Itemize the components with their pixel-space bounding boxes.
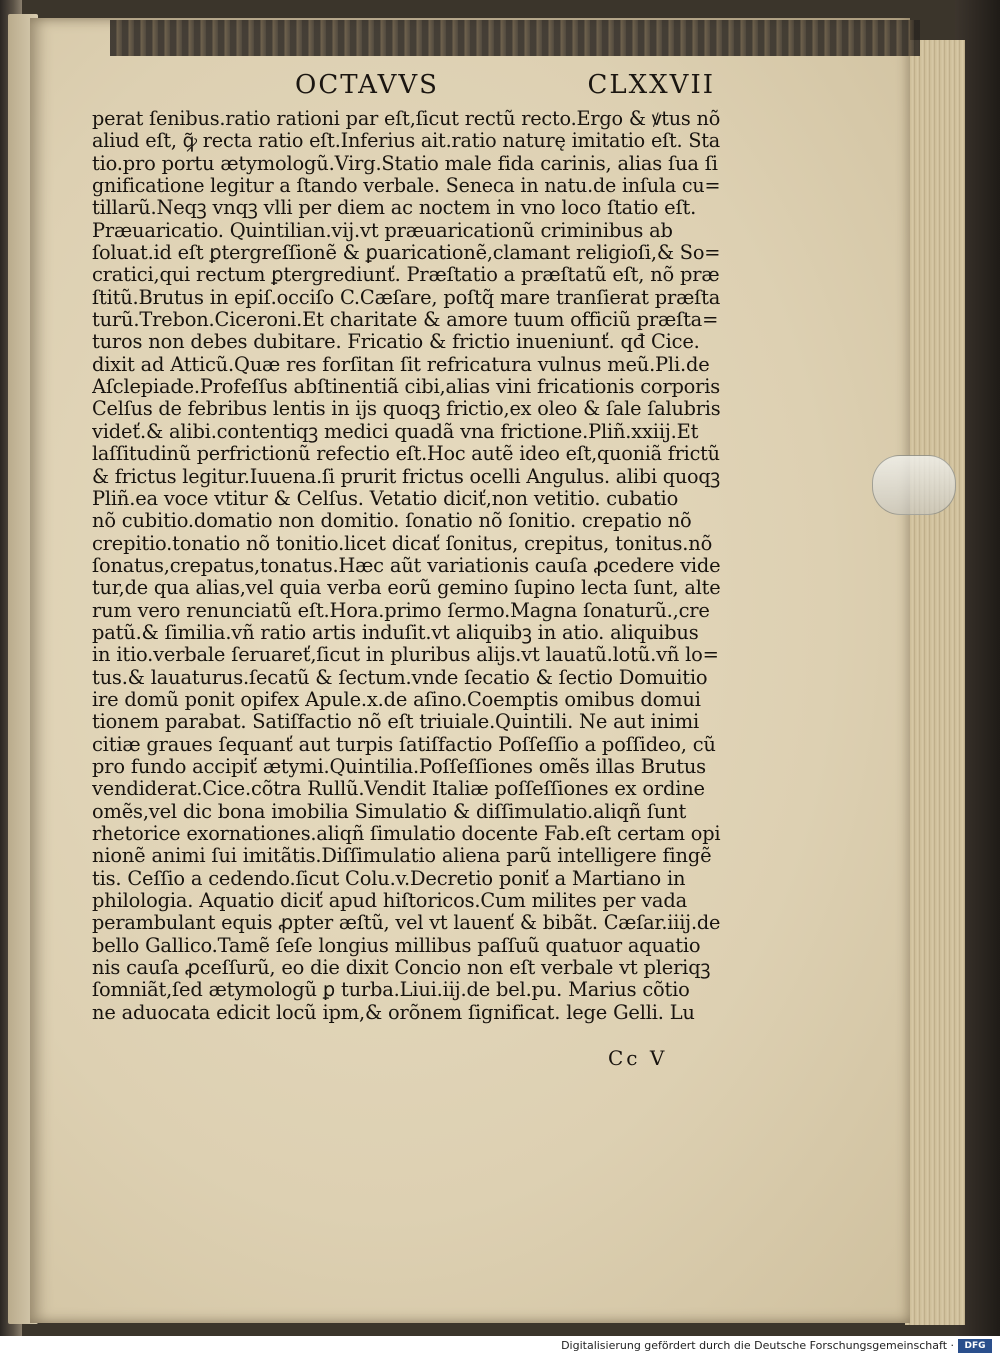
- text-line: Præuaricatio. Quintilian.vij.vt præuaricationũ criminibus ab: [92, 218, 673, 242]
- text-line: nõ cubitio.domatio non domitio. ſonatio nõ ſonitio. crepatio nõ: [92, 509, 692, 533]
- text-line: tillarũ.Neqꝫ vnqꝫ vlli per diem ac noctem in vno loco ſtatio eſt.: [92, 196, 697, 220]
- funding-notice: Digitalisierung gefördert durch die Deutsche Forschungsgemeinschaft ·: [561, 1339, 954, 1352]
- signature-mark: Cc V: [608, 1046, 668, 1070]
- text-line: Celſus de febribus lentis in ijs quoqꝫ frictio,ex oleo & ſale ſalubris: [92, 397, 721, 421]
- text-line: bello Gallico.Tamẽ ſeſe longius millibus paſſuũ quatuor aquatio: [92, 933, 701, 957]
- text-line: aliud eſt, ꝙ̃ recta ratio eſt.Inferius ait.ratio naturę imitatio eſt. Sta: [92, 129, 721, 153]
- text-line: pro fundo accipiť ætymi.Quintilia.Poſſeſſiones omẽs illas Brutus: [92, 754, 706, 778]
- text-line: ire domũ ponit opifex Apule.x.de aſino.Coemptis omibus domui: [92, 687, 701, 711]
- text-line: rhetorice exornationes.aliqñ ſimulatio docente Fab.eſt certam opi: [92, 822, 721, 845]
- text-line: tur,de qua alias,vel quia verba eorũ gemino ſupino lecta ſunt, alte: [92, 576, 721, 600]
- text-line: turũ.Trebon.Ciceroni.Et charitate & amore tuum officiũ præſta=: [92, 308, 719, 332]
- running-title: OCTAVVS: [295, 70, 439, 100]
- text-line: turos non debes dubitare. Fricatio & frictio inueniunť. qđ Cice.: [92, 330, 700, 354]
- text-line: ſonatus,crepatus,tonatus.Hæc aũt variationis cauſa ꝓcedere vide: [92, 553, 721, 577]
- text-line: tio.pro portu ætymologũ.Virg.Statio male fida carinis, alias ſua ſi: [92, 151, 718, 175]
- digitization-footer: [0, 1336, 1000, 1357]
- text-line: rum vero renunciatũ eſt.Hora.primo ſermo.Magna ſonaturũ.,cre: [92, 598, 710, 622]
- text-line: dixit ad Atticũ.Quæ res forſitan ſit refricatura vulnus meũ.Pli.de: [92, 352, 710, 376]
- text-line: tionem parabat. Satiſfactio nõ eſt triuiale.Quintili. Ne aut inimi: [92, 710, 700, 734]
- text-line: ſoluat.id eſt ꝑtergreſſionẽ & ꝑuaricationẽ,clamant religioſi,& So=: [92, 241, 721, 265]
- text-line: videť.& alibi.contentiqꝫ medici quadã vna frictione.Pliñ.xxiij.Et: [92, 419, 699, 443]
- running-head: [295, 70, 715, 110]
- text-line: laſſitudinũ perfrictionũ refectio eſt.Hoc autẽ ideo eſt,quoniã frictũ: [92, 442, 720, 466]
- text-line: ſomniãt,ſed ætymologũ ꝑ turba.Liui.iij.de bel.pu. Marius cõtio: [92, 978, 690, 1002]
- text-line: cratici,qui rectum ꝑtergrediunť. Præſtatio a præſtatũ eſt, nõ præ: [92, 263, 720, 287]
- text-line: ne aduocata edicit locũ ipm,& orõnem ſignificat. lege Gelli. Lu: [92, 1000, 695, 1024]
- text-line: crepitio.tonatio nõ tonitio.licet dicať ſonitus, crepitus, tonitus.nõ: [92, 531, 713, 555]
- text-line: Pliñ.ea voce vtitur & Celſus. Vetatio diciť,non vetitio. cubatio: [92, 486, 679, 510]
- text-line: omẽs,vel dic bona imobilia Simulatio & diſſimulatio.aliqñ ſunt: [92, 799, 687, 823]
- text-line: ſtitũ.Brutus in epiſ.occiſo C.Cæſare, poſtq̃ mare tranſierat præſta: [92, 285, 721, 309]
- page-stack-edge: [905, 40, 965, 1325]
- text-line: perat ſenibus.ratio rationi par eſt,ſicut rectũ recto.Ergo & ꝟtus nõ: [92, 108, 721, 130]
- text-line: citiæ graues ſequanť aut turpis ſatiſfactio Poſſeſſio a poſſideo, cũ: [92, 732, 716, 756]
- dfg-logo: DFG: [958, 1339, 992, 1353]
- text-line: tis. Ceſſio a cedendo.ſicut Colu.v.Decretio poniť a Martiano in: [92, 866, 686, 890]
- text-line: vendiderat.Cice.cõtra Rullũ.Vendit Italiæ poſſeſſiones ex ordine: [92, 777, 705, 801]
- text-line: in itio.verbale ſeruareť,ſicut in pluribus alijs.vt lauatũ.lotũ.vñ lo=: [92, 643, 719, 667]
- text-line: perambulant equis ꝓpter æſtũ, vel vt lauenť & bibãt. Cæſar.iiij.de: [92, 911, 721, 935]
- page-clip: [872, 455, 956, 515]
- text-line: philologia. Aquatio diciť apud hiſtoricos.Cum milites per vada: [92, 889, 687, 913]
- top-edge-band: [110, 20, 920, 56]
- body-text: [92, 108, 722, 1048]
- text-line: nis cauſa ꝓceſſurũ, eo die dixit Concio non eſt verbale vt pleriqꝫ: [92, 956, 711, 980]
- text-line: Aſclepiade.Profeſſus abſtinentiã cibi,alias vini fricationis corporis: [92, 375, 721, 399]
- folio-number: CLXXVII: [587, 70, 715, 100]
- text-line: gnificatione legitur a ſtando verbale. Seneca in natu.de inſula cu=: [92, 174, 721, 198]
- text-line: tus.& lauaturus.ſecatũ & ſectum.vnde ſecatio & ſectio Domuitio: [92, 665, 708, 689]
- text-line: patũ.& ſimilia.vñ ratio artis induſit.vt aliquibꝫ in atio. aliquibus: [92, 620, 699, 644]
- text-line: & frictus legitur.Iuuena.ſi prurit frictus ocelli Angulus. alibi quoqꝫ: [92, 464, 721, 488]
- text-line: nionẽ animi ſui imitãtis.Diſſimulatio aliena parũ intelligere fingẽ: [92, 844, 712, 868]
